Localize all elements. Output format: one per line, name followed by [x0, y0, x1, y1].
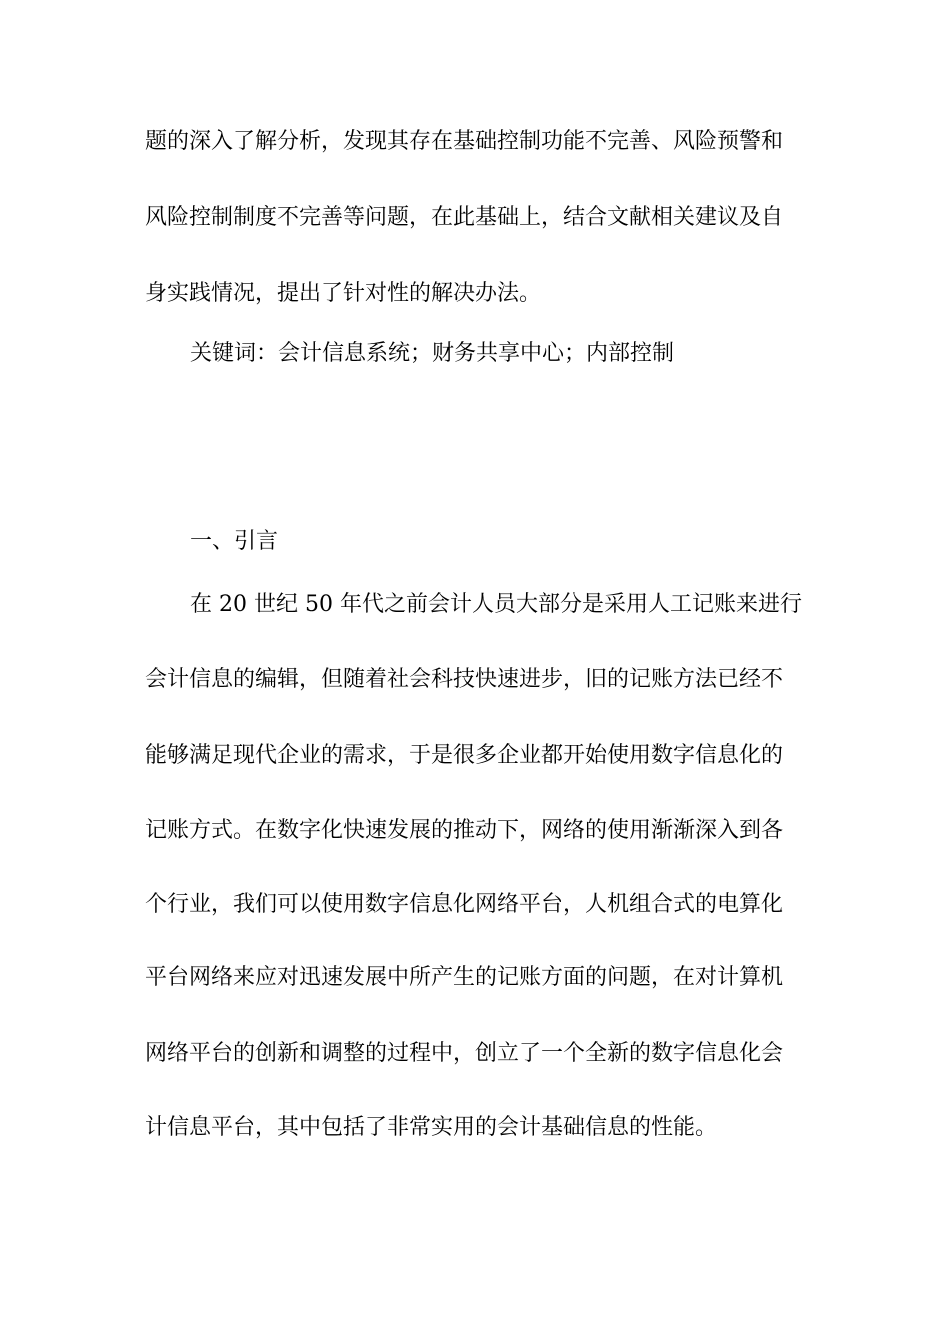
body-paragraph-line: 会计信息的编辑，但随着社会科技快速进步，旧的记账方法已经不 — [145, 667, 784, 692]
body-paragraph-line: 个行业，我们可以使用数字信息化网络平台，人机组合式的电算化 — [145, 892, 784, 917]
keywords-line: 关键词：会计信息系统；财务共享中心；内部控制 — [190, 341, 675, 366]
body-paragraph-line: 在 20 世纪 50 年代之前会计人员大部分是采用人工记账来进行 — [190, 592, 802, 617]
body-paragraph-line: 网络平台的创新和调整的过程中，创立了一个全新的数字信息化会 — [145, 1041, 784, 1066]
body-paragraph-line: 能够满足现代企业的需求，于是很多企业都开始使用数字信息化的 — [145, 743, 784, 768]
abstract-line: 题的深入了解分析，发现其存在基础控制功能不完善、风险预警和 — [145, 129, 784, 154]
body-paragraph-line: 计信息平台，其中包括了非常实用的会计基础信息的性能。 — [145, 1115, 718, 1140]
abstract-line: 身实践情况，提出了针对性的解决办法。 — [145, 281, 542, 306]
abstract-line: 风险控制制度不完善等问题，在此基础上，结合文献相关建议及自 — [145, 205, 784, 230]
section-heading: 一、引言 — [190, 529, 279, 554]
body-paragraph-line: 记账方式。在数字化快速发展的推动下，网络的使用渐渐深入到各 — [145, 818, 784, 843]
body-paragraph-line: 平台网络来应对迅速发展中所产生的记账方面的问题，在对计算机 — [145, 965, 784, 990]
